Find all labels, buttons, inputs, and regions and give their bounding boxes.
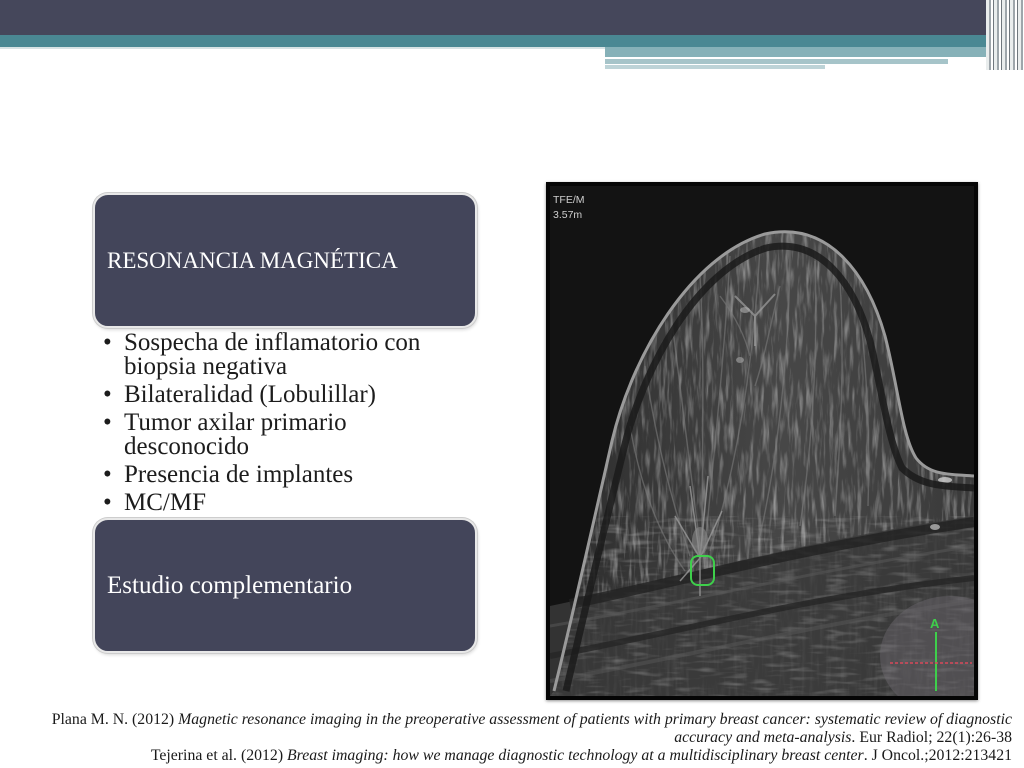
reference-title: Magnetic resonance imaging in the preoperative assessment of patients with primary breast cancer: systematic review of diagnostic accuracy and meta-analysis bbox=[178, 711, 1012, 746]
mri-heading-box bbox=[93, 193, 477, 328]
header-accent-band bbox=[605, 47, 986, 57]
reference-author: Plana M. N. (2012) bbox=[51, 711, 179, 728]
list-item: • Sospecha de inflamatorio con biopsia negativa bbox=[103, 331, 449, 379]
bright-spot bbox=[736, 357, 744, 363]
header-stripes bbox=[986, 0, 1024, 70]
header-accent-line bbox=[605, 65, 825, 69]
bright-spot bbox=[740, 307, 750, 313]
reference-author: Tejerina et al. (2012) bbox=[150, 747, 288, 764]
header-accent-line bbox=[605, 59, 948, 64]
list-item: • MC/MF bbox=[103, 491, 449, 515]
scan-sequence-label: TFE/M bbox=[553, 194, 585, 206]
references bbox=[27, 711, 1012, 765]
orientation-label: A bbox=[930, 616, 940, 631]
list-item: • Presencia de implantes bbox=[103, 463, 449, 487]
header-light-line bbox=[0, 47, 605, 49]
header-dark-bar bbox=[0, 0, 1024, 35]
complementary-study-label: Estudio complementario bbox=[107, 571, 353, 599]
mri-scan-graphic bbox=[550, 186, 974, 696]
list-item: • Bilateralidad (Lobulillar) bbox=[103, 383, 449, 407]
reference-item bbox=[27, 747, 1012, 765]
reference-title: Breast imaging: how we manage diagnostic technology at a multidisciplinary breast center bbox=[287, 747, 864, 764]
breast-mri-image bbox=[546, 182, 978, 700]
bright-spot bbox=[930, 524, 940, 530]
indication-list bbox=[103, 331, 449, 519]
reference-source: . J Oncol.;2012:213421 bbox=[863, 747, 1012, 764]
header-teal-bar bbox=[0, 35, 1024, 47]
list-item: • Tumor axilar primario desconocido bbox=[103, 411, 449, 459]
mri-heading-label: RESONANCIA MAGNÉTICA bbox=[107, 247, 398, 273]
reference-source: . Eur Radiol; 22(1):26-38 bbox=[851, 729, 1012, 746]
scan-time-label: 3.57m bbox=[553, 209, 583, 221]
reference-item bbox=[27, 711, 1012, 747]
complementary-study-box bbox=[93, 518, 477, 653]
lesion-core bbox=[692, 527, 708, 555]
